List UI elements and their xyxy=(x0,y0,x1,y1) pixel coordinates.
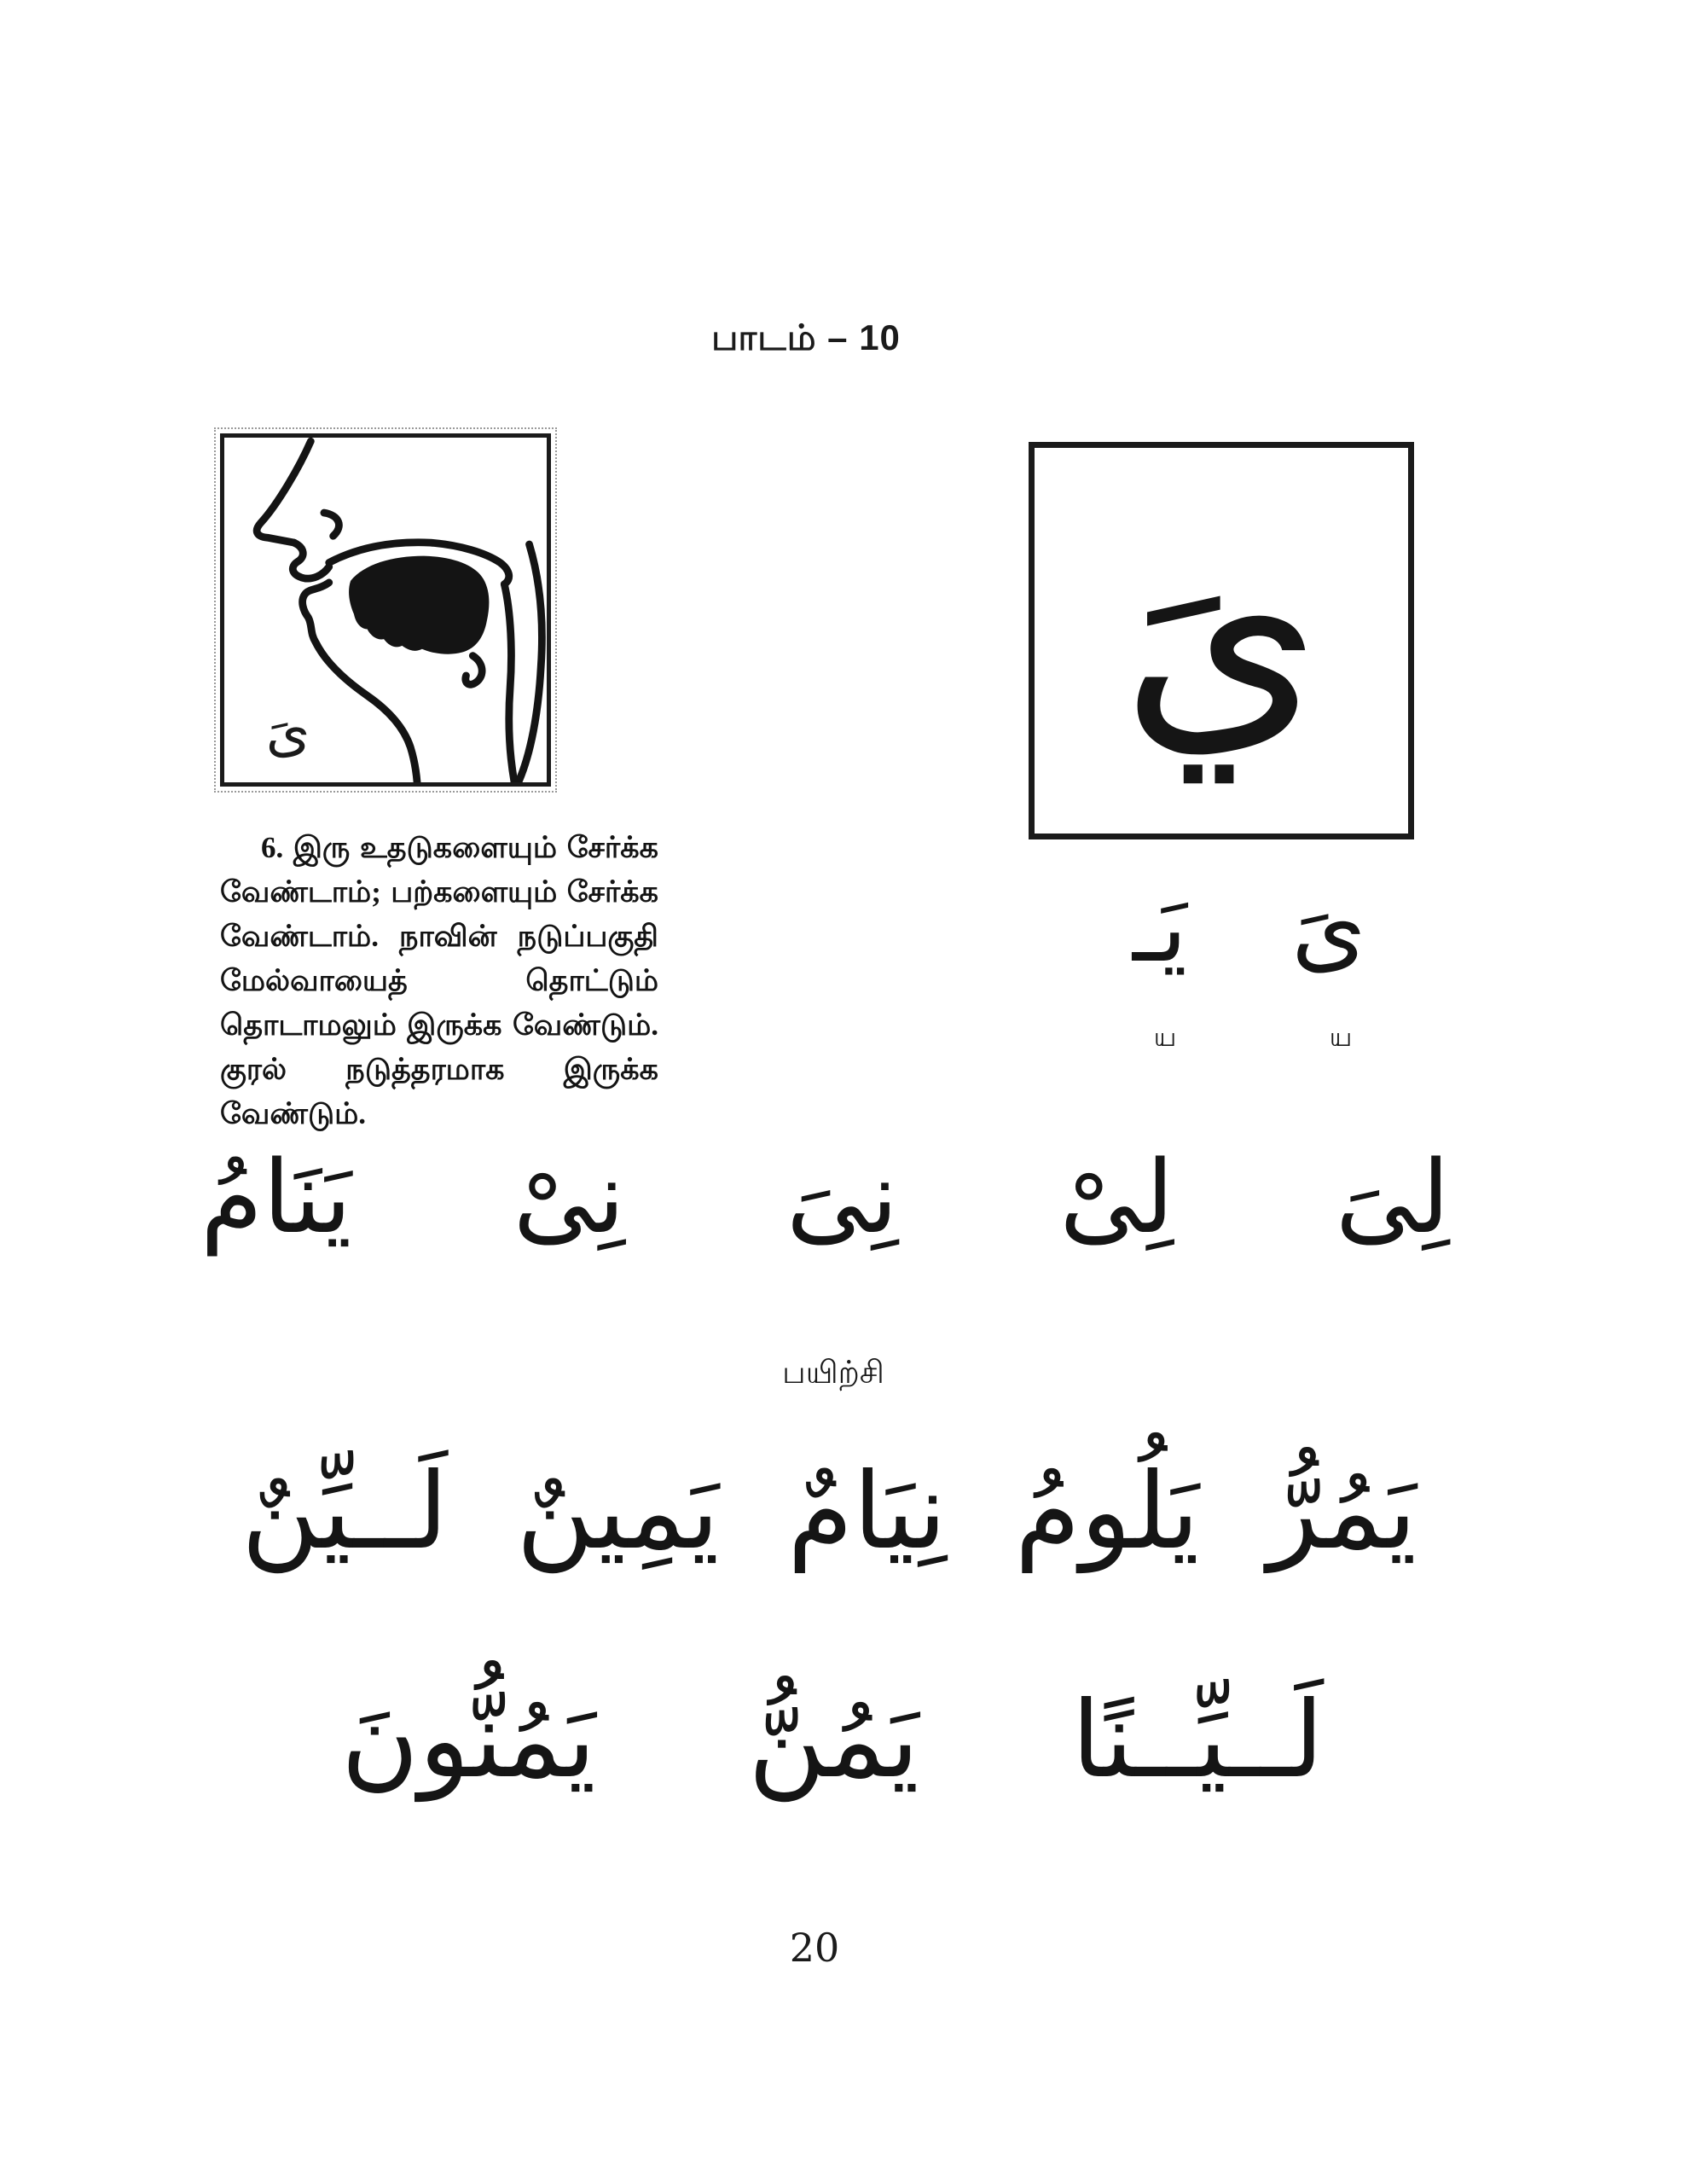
pronunciation-instruction: 6. இரு உதடுகளையும் சேர்க்க வேண்டாம்; பற்களையும் சேர்க்க வேண்டாம். நாவின் நடுப்பகுதி மேல்வாயைத் தொட்டும் தொடாமலும் இருக்க வேண்டும். குரல் நடுத்தரமாக இருக்க வேண்டும். xyxy=(220,831,658,1130)
arabic-word: يَنَامُ xyxy=(200,1137,352,1256)
practice-words-row-2 xyxy=(341,1635,1324,1846)
letter-form-initial-tamil-label: ய xyxy=(1153,1022,1177,1052)
throat-back-wall xyxy=(504,584,514,782)
page-number: 20 xyxy=(789,1925,840,1971)
mouth-articulation-diagram xyxy=(220,433,551,787)
letter-form-final-tamil-label: ய xyxy=(1329,1022,1353,1052)
face-upper-lip xyxy=(293,543,328,578)
arabic-word: لَــيِّنٌ xyxy=(241,1450,449,1573)
face-profile-nose xyxy=(257,441,310,543)
arabic-word: يَمِينٌ xyxy=(516,1450,720,1573)
arabic-word: نِىَ xyxy=(786,1137,899,1256)
mouth-diagram-svg xyxy=(224,438,547,782)
arabic-word: لَــيِّــنًا xyxy=(1071,1679,1324,1802)
arabic-word: يَلُومُ xyxy=(1014,1450,1200,1573)
lesson-title: பாடம் – 10 xyxy=(711,317,901,357)
arabic-word: نِيَامٌ xyxy=(787,1450,947,1573)
letter-form-initial: يَـ xyxy=(1133,872,1187,984)
arabic-word: يَمُنُّ xyxy=(748,1679,919,1802)
letter-form-final: ىَ xyxy=(1291,872,1366,984)
main-letter-glyph: يَ xyxy=(1121,484,1322,781)
practice-words-row-1 xyxy=(241,1406,1417,1618)
practice-heading: பயிற்சி xyxy=(782,1355,884,1390)
tongue-shape xyxy=(349,556,489,654)
arabic-word: نِىْ xyxy=(513,1137,625,1256)
main-letter-box xyxy=(1029,442,1414,839)
diagram-letter-annotation: ىَ xyxy=(265,698,310,764)
neck-outline xyxy=(519,544,542,782)
arabic-word: لِىَ xyxy=(1335,1137,1450,1256)
epiglottis xyxy=(466,656,482,685)
example-syllables-row xyxy=(200,1096,1450,1297)
face-nostril xyxy=(324,513,339,536)
arabic-word: يَمُنُّونَ xyxy=(341,1679,596,1802)
arabic-word: يَمُرُّ xyxy=(1267,1450,1417,1573)
arabic-word: لِىْ xyxy=(1059,1137,1174,1256)
